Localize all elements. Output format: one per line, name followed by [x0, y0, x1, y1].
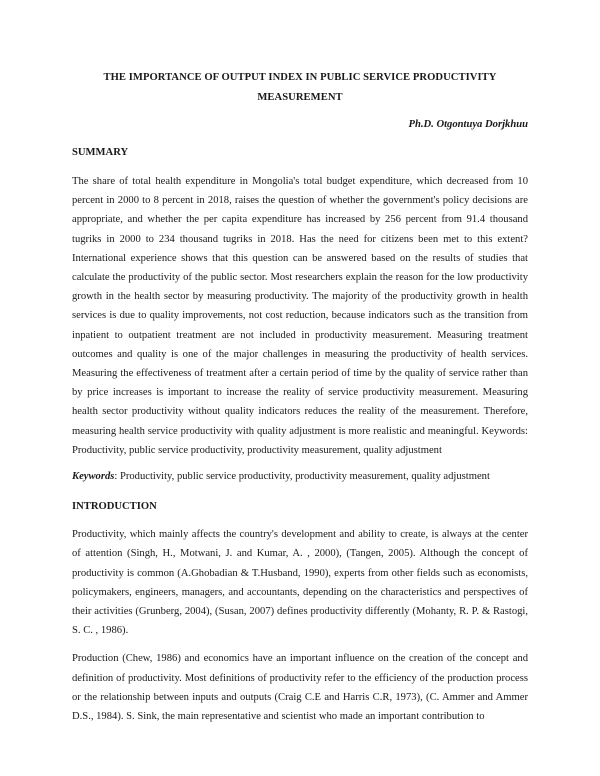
paper-title: THE IMPORTANCE OF OUTPUT INDEX IN PUBLIC SERVICE PRODUCTIVITY MEASUREMENT — [103, 72, 497, 103]
keywords-text: : Productivity, public service productivity, productivity measurement, quality adjustment — [114, 471, 490, 483]
keywords-label: Keywords — [72, 471, 115, 483]
introduction-paragraph-1: Productivity, which mainly affects the country's development and ability to create, is always at the center of attention (Singh, H., Motwani, J. and Kumar, A. , 2000), (Tangen, 2005). Although the concept of productivity is common (A.Ghobadian & T.Husband, 1990), experts from other fields such as economists, policymakers, engineers, managers, and accountants, depending on the characteristics and perspectives of their activities (Grunberg, 2004), (Susan, 2007) defines productivity differently (Mohanty, R. P. & Rastogi, S. C. , 1986). — [72, 529, 528, 637]
summary-paragraph: The share of total health expenditure in Mongolia's total budget expenditure, which decreased from 10 percent in 2000 to 8 percent in 2018, raises the question of whether the government's policy decisions are appropriate, and whether the per capita expenditure has increased by 256 percent from 91.4 thousand tugriks in 2000 to 234 thousand tugriks in 2018. Has the need for citizens been met to this extent? International experience shows that this question can be answered based on the results of studies that calculate the productivity of the public sector. Most researchers explain the reason for the low productivity growth in the health sector by measuring productivity. The majority of the productivity growth in health services is due to quality improvements, not cost reduction, because indicators such as the transition from inpatient to outpatient treatment are not included in productivity measurement. Measuring treatment outcomes and quality is one of the major challenges in measuring the productivity of health services. Measuring the effectiveness of treatment after a certain period of time by the quality of service rather than by price increases is important to increase the reality of service productivity measurement. Measuring health sector productivity without quality indicators reduces the reality of the measurement. Therefore, measuring health service productivity with quality adjustment is more realistic and meaningful. Keywords: Productivity, public service productivity, productivity measurement, quality adjustment — [72, 176, 528, 456]
page-content — [72, 68, 528, 726]
keywords-line — [72, 467, 528, 486]
author-name: Ph.D. Otgontuya Dorjkhuu — [408, 119, 528, 130]
introduction-heading: INTRODUCTION — [72, 501, 157, 513]
introduction-paragraph-2: Production (Chew, 1986) and economics have an important influence on the creation of the concept and definition of productivity. Most definitions of productivity refer to the efficiency of the production process or the relationship between inputs and outputs (Craig C.E and Harris C.R, 1973), (C. Ammer and Ammer D.S., 1984). S. Sink, the main representative and scientist who made an important contribution to — [72, 653, 528, 723]
summary-heading: SUMMARY — [72, 147, 129, 158]
